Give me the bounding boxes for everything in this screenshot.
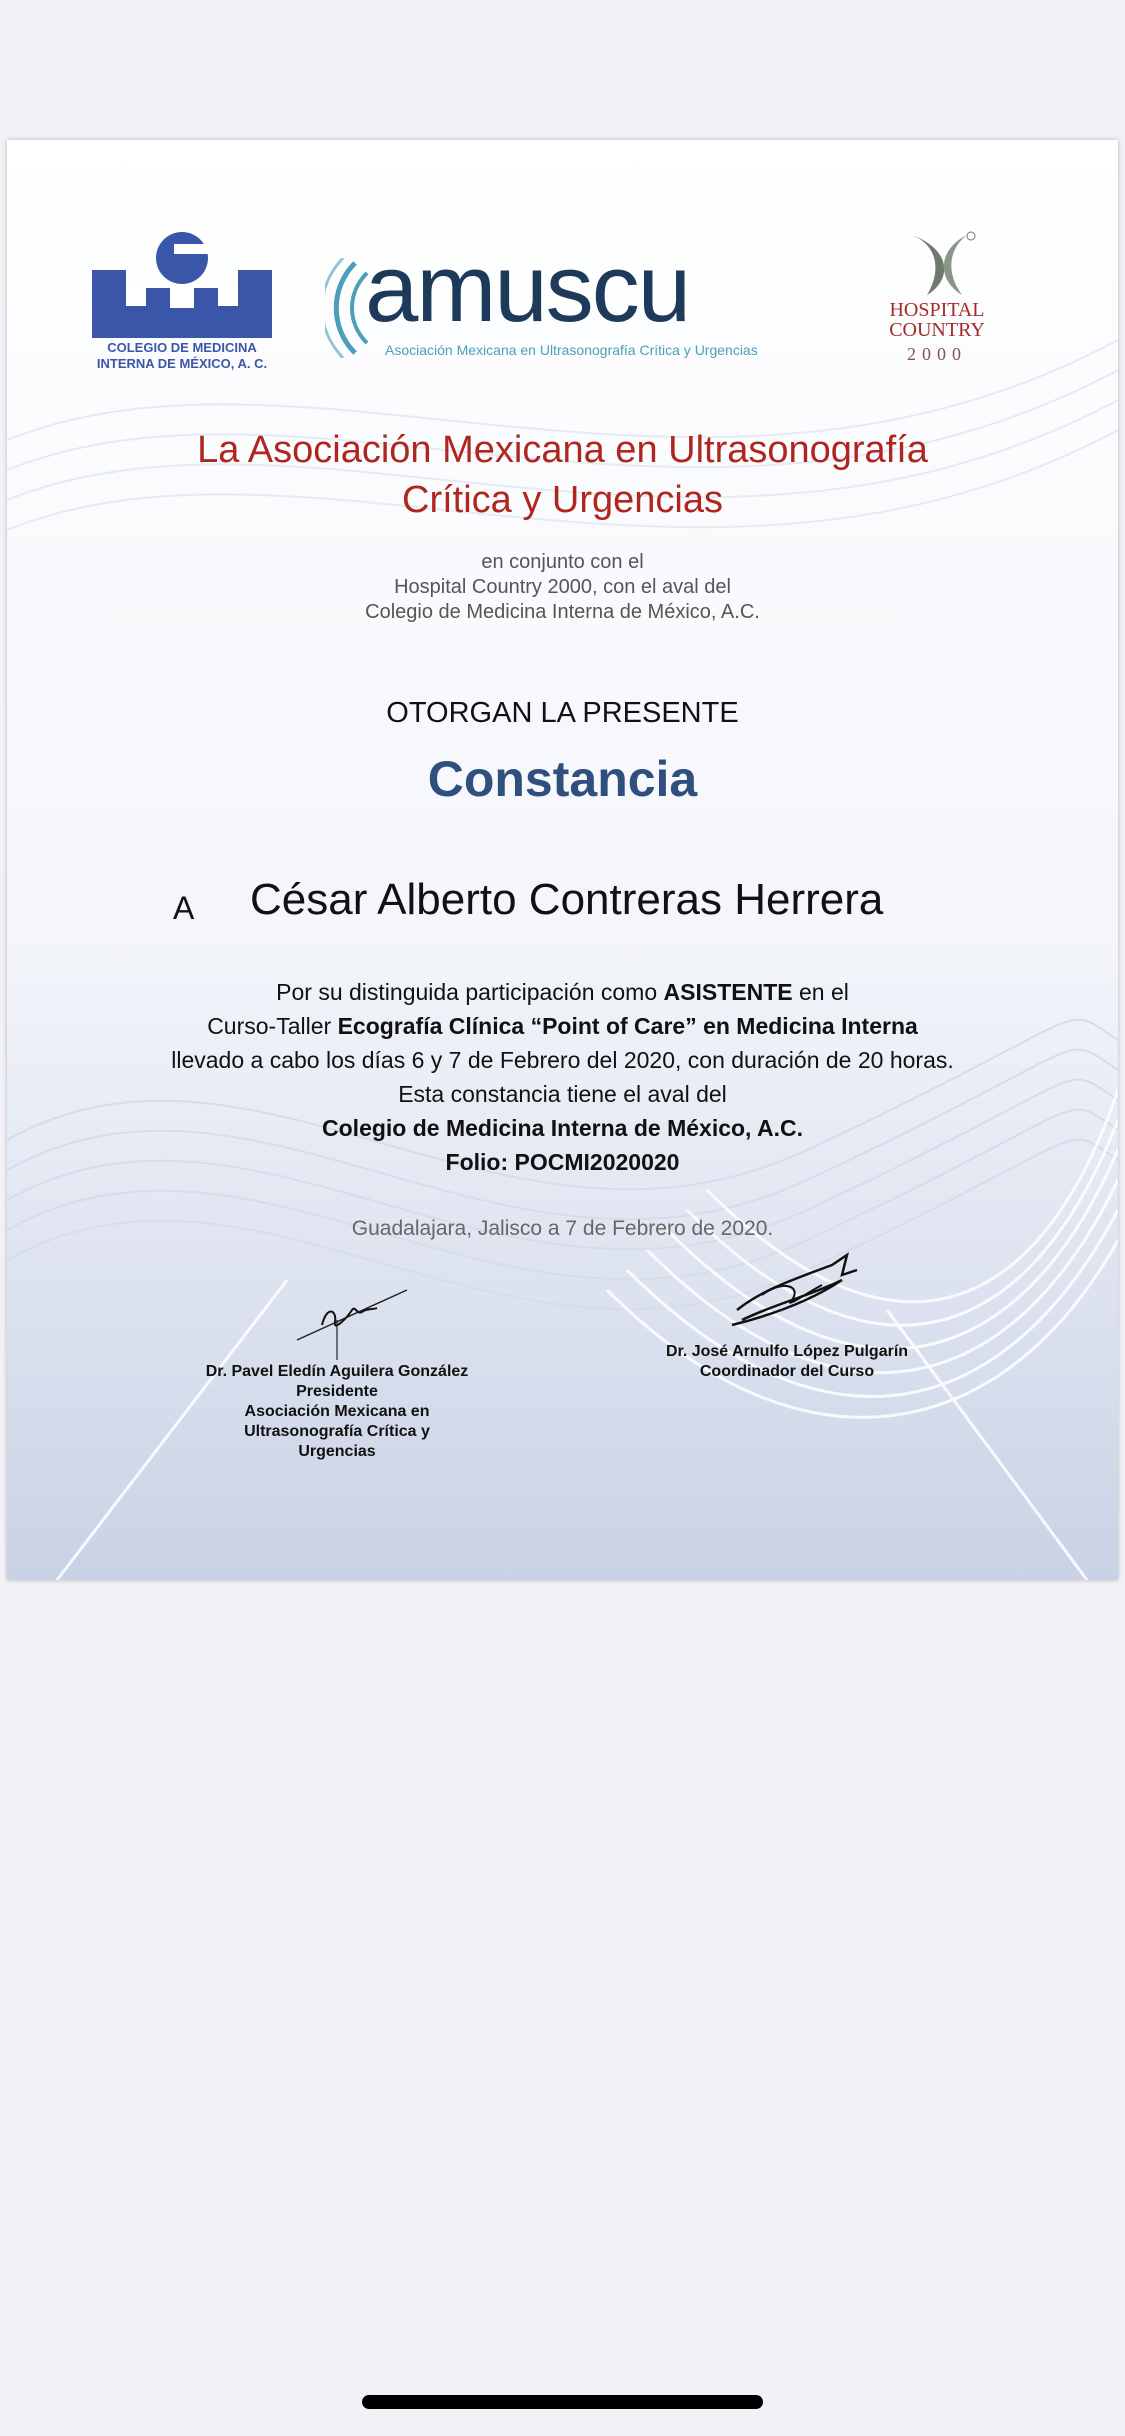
cmim-text-line1: COLEGIO DE MEDICINA bbox=[107, 340, 257, 355]
hospital-year: 2000 bbox=[907, 344, 967, 364]
certificate bbox=[7, 140, 1118, 1580]
body-line2 bbox=[7, 1009, 1118, 1043]
recipient-name: César Alberto Contreras Herrera bbox=[250, 875, 884, 924]
signer-1-role: Presidente bbox=[296, 1383, 378, 1400]
title-line2: Crítica y Urgencias bbox=[402, 479, 723, 521]
body-line1-post: en el bbox=[792, 979, 849, 1005]
sub-line2: Hospital Country 2000, con el aval del bbox=[394, 576, 731, 598]
signature-2-block bbox=[627, 1342, 947, 1382]
cmim-logo bbox=[82, 230, 282, 370]
sub-line1: en conjunto con el bbox=[481, 551, 644, 573]
body-line1 bbox=[7, 975, 1118, 1009]
signature-1-block bbox=[187, 1362, 487, 1462]
cmim-text-line2: INTERNA DE MÉXICO, A. C. bbox=[96, 356, 268, 371]
hospital-text-line1: HOSPITAL bbox=[889, 299, 985, 321]
body-line5: Colegio de Medicina Interna de México, A.C. bbox=[322, 1115, 803, 1141]
certificate-title bbox=[7, 425, 1118, 525]
body-line1-pre: Por su distinguida participación como bbox=[276, 979, 664, 1005]
signer-1-org-line3: Urgencias bbox=[298, 1443, 376, 1460]
amuscu-logo bbox=[325, 235, 805, 368]
signer-1-org-line2: Ultrasonografía Crítica y bbox=[244, 1423, 430, 1440]
signer-1-org-line1: Asociación Mexicana en bbox=[244, 1403, 430, 1420]
signer-2-role: Coordinador del Curso bbox=[699, 1363, 875, 1380]
cmim-emblem-icon bbox=[82, 230, 282, 340]
body-line3: llevado a cabo los días 6 y 7 de Febrero del 2020, con duración de 20 horas. bbox=[171, 1047, 954, 1073]
signature-1-image bbox=[187, 1270, 487, 1360]
hospital-text-line2: COUNTRY bbox=[889, 319, 985, 341]
otorgan-text: OTORGAN LA PRESENTE bbox=[386, 697, 739, 729]
body-line2-pre: Curso-Taller bbox=[207, 1013, 338, 1039]
a-letter: A bbox=[173, 890, 195, 926]
body-line2-bold: Ecografía Clínica “Point of Care” en Medicina Interna bbox=[337, 1013, 918, 1039]
title-line1: La Asociación Mexicana en Ultrasonografía bbox=[197, 429, 928, 471]
signature-2-image bbox=[722, 1250, 872, 1330]
amuscu-wordmark: amuscu bbox=[365, 235, 690, 342]
body-line4: Esta constancia tiene el aval del bbox=[398, 1081, 727, 1107]
signer-2-name: Dr. José Arnulfo López Pulgarín bbox=[665, 1343, 909, 1360]
amuscu-tagline: Asociación Mexicana en Ultrasonografía Crítica y Urgencias bbox=[385, 342, 758, 358]
certificate-body bbox=[7, 975, 1118, 1179]
issuer-subtitle bbox=[7, 550, 1118, 625]
hospital-emblem-icon bbox=[907, 230, 977, 300]
body-line1-bold: ASISTENTE bbox=[663, 979, 793, 1005]
hospital-country-logo bbox=[867, 230, 1007, 370]
sub-line3: Colegio de Medicina Interna de México, A.C. bbox=[365, 601, 760, 623]
home-indicator[interactable] bbox=[362, 2395, 763, 2409]
folio: Folio: POCMI2020020 bbox=[445, 1149, 680, 1175]
constancia-heading: Constancia bbox=[427, 751, 698, 807]
signer-1-name: Dr. Pavel Eledín Aguilera González bbox=[205, 1363, 469, 1380]
place-date: Guadalajara, Jalisco a 7 de Febrero de 2020. bbox=[351, 1217, 774, 1240]
